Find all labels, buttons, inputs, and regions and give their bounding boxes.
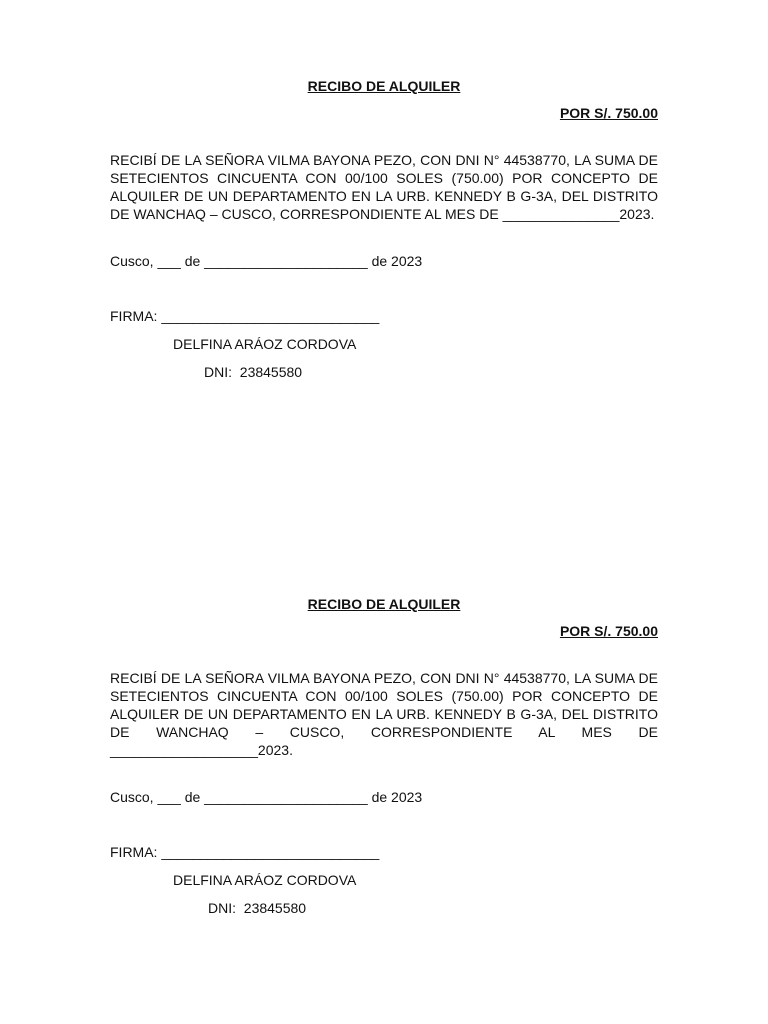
receipt-amount: POR S/. 750.00 <box>559 105 658 121</box>
receipt-title: RECIBO DE ALQUILER <box>307 596 461 612</box>
receipt-title: RECIBO DE ALQUILER <box>307 78 461 94</box>
receipt-signature-line: FIRMA: ____________________________ <box>110 844 380 860</box>
receipt-signer-dni: DNI: 23845580 <box>204 364 303 380</box>
receipt-signer-name: DELFINA ARÁOZ CORDOVA <box>173 872 357 888</box>
receipt-amount: POR S/. 750.00 <box>559 623 658 639</box>
receipt-date-line: Cusco, ___ de _____________________ de 2023 <box>110 789 423 805</box>
receipt-signer-dni: DNI: 23845580 <box>208 900 307 916</box>
receipt-date-line: Cusco, ___ de _____________________ de 2023 <box>110 253 423 269</box>
receipt-signer-name: DELFINA ARÁOZ CORDOVA <box>173 336 357 352</box>
receipt-body: RECIBÍ DE LA SEÑORA VILMA BAYONA PEZO, CON DNI N° 44538770, LA SUMA DE SETECIENTOS CINCUENTA CON 00/100 SOLES (750.00) POR CONCEPTO DE ALQUILER DE UN DEPARTAMENTO EN LA URB. KENNEDY B G-3A, DEL DISTRITO DE WANCHAQ – CUSCO, CORRESPONDIENTE AL MES DE _______________2023. <box>110 152 658 222</box>
receipt-2 <box>110 595 658 917</box>
receipt-1 <box>110 77 658 381</box>
receipt-body: RECIBÍ DE LA SEÑORA VILMA BAYONA PEZO, CON DNI N° 44538770, LA SUMA DE SETECIENTOS CINCUENTA CON 00/100 SOLES (750.00) POR CONCEPTO DE ALQUILER DE UN DEPARTAMENTO EN LA URB. KENNEDY B G-3A, DEL DISTRITO DE WANCHAQ – CUSCO, CORRESPONDIENTE AL MES DE ___________________2023. <box>110 670 658 758</box>
receipt-signature-line: FIRMA: ____________________________ <box>110 308 380 324</box>
